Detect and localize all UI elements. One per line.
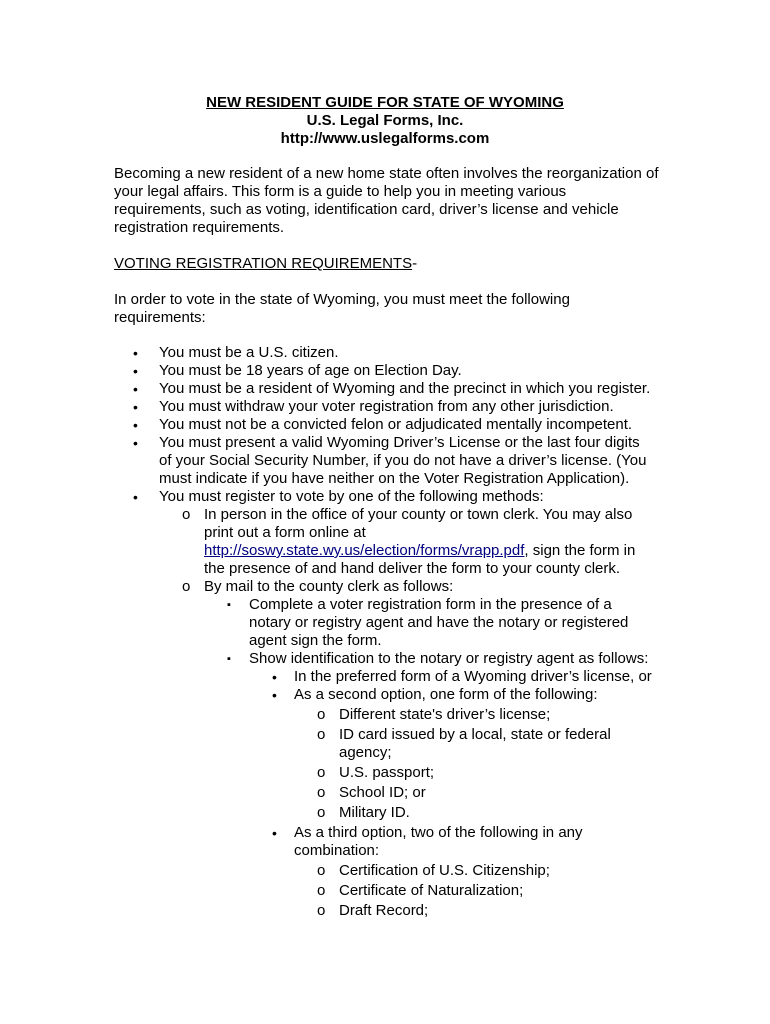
document-title: NEW RESIDENT GUIDE FOR STATE OF WYOMING: [206, 94, 564, 111]
id-options-list: [272, 668, 664, 920]
bullet-marker: •: [133, 435, 138, 451]
bullet-marker: •: [133, 381, 138, 397]
list-item-text: You must be a U.S. citizen.: [159, 344, 339, 361]
list-item: [133, 434, 649, 488]
bullet-marker: •: [133, 345, 138, 361]
voter-form-link[interactable]: http://soswy.state.wy.us/election/forms/vrapp.pdf: [204, 542, 525, 559]
list-item: [272, 668, 664, 686]
list-item: [182, 578, 664, 920]
list-item-text: School ID; or: [339, 784, 426, 801]
list-item: [317, 882, 614, 900]
circle-marker: o: [317, 706, 326, 723]
square-marker: ▪: [227, 653, 231, 665]
circle-marker: o: [317, 862, 326, 879]
circle-marker: o: [317, 764, 326, 781]
section-heading-text: VOTING REGISTRATION REQUIREMENTS: [114, 255, 413, 272]
bullet-marker: •: [133, 489, 138, 505]
list-item-text: Certificate of Naturalization;: [339, 882, 524, 899]
list-item: [133, 362, 664, 380]
company-name: U.S. Legal Forms, Inc.: [306, 112, 464, 129]
list-item-text: Certification of U.S. Citizenship;: [339, 862, 550, 879]
list-item: [317, 902, 614, 920]
list-item-text: Military ID.: [339, 804, 410, 821]
requirements-list: [133, 344, 664, 920]
list-item-text: As a third option, two of the following in any combination:: [294, 824, 583, 859]
list-item-text: Draft Record;: [339, 902, 429, 919]
intro-paragraph: Becoming a new resident of a new home state often involves the reorganization of your legal affairs. This form is a guide to help you in meeting various requirements, such as voting, identification card, driver’s license and vehicle registration requirements.: [114, 165, 659, 236]
list-item: [317, 862, 614, 880]
bullet-marker: •: [133, 363, 138, 379]
bullet-marker: •: [133, 399, 138, 415]
second-option-list: [317, 706, 664, 822]
list-item: [317, 804, 664, 822]
list-item: [133, 344, 664, 362]
list-item: [227, 596, 639, 650]
list-item: [317, 726, 629, 762]
section-heading-suffix: -: [412, 255, 418, 272]
section-lead: In order to vote in the state of Wyoming, you must meet the following requirements:: [114, 291, 570, 326]
circle-marker: o: [317, 804, 326, 821]
circle-marker: o: [182, 506, 191, 523]
list-item-text: As a second option, one form of the following:: [294, 686, 598, 703]
circle-marker: o: [182, 578, 191, 595]
list-item: [133, 488, 664, 920]
method-in-person-text: In person in the office of your county or town clerk. You may also print out a form online at: [204, 506, 633, 541]
list-item-text: Complete a voter registration form in the presence of a notary or registry agent and have the notary or registered agent sign the form.: [249, 596, 629, 649]
list-item: [133, 398, 664, 416]
square-marker: ▪: [227, 599, 231, 611]
list-item-text: You must be 18 years of age on Election Day.: [159, 362, 462, 379]
section-heading: [114, 255, 659, 273]
list-item: [317, 706, 664, 724]
list-item: [272, 824, 614, 920]
list-item: [227, 650, 664, 920]
list-item: [272, 686, 664, 822]
bullet-marker: •: [272, 669, 277, 685]
mail-steps-list: [227, 596, 664, 920]
list-item-text: You must present a valid Wyoming Driver’s License or the last four digits of your Social Security Number, if you do not have a driver’s license. (You must indicate if you have neither on the Voter Registration Application).: [159, 434, 647, 487]
bullet-marker: •: [133, 417, 138, 433]
list-item-text: Different state's driver’s license;: [339, 706, 551, 723]
document-header: [0, 94, 770, 148]
bullet-marker: •: [272, 825, 277, 841]
method-by-mail-text: By mail to the county clerk as follows:: [204, 578, 454, 595]
list-item: [133, 380, 664, 398]
company-url: http://www.uslegalforms.com: [280, 130, 490, 147]
list-item: [182, 506, 644, 578]
list-item: [317, 764, 664, 782]
list-item-text: You must be a resident of Wyoming and the precinct in which you register.: [159, 380, 651, 397]
circle-marker: o: [317, 726, 326, 743]
list-item-text: You must register to vote by one of the following methods:: [159, 488, 544, 505]
list-item-text: ID card issued by a local, state or federal agency;: [339, 726, 611, 761]
list-item-text: In the preferred form of a Wyoming driver’s license, or: [294, 668, 652, 685]
list-item-text: U.S. passport;: [339, 764, 435, 781]
list-item-text: You must withdraw your voter registration from any other jurisdiction.: [159, 398, 614, 415]
circle-marker: o: [317, 882, 326, 899]
list-item-text: You must not be a convicted felon or adjudicated mentally incompetent.: [159, 416, 633, 433]
bullet-marker: •: [272, 687, 277, 703]
list-item: [317, 784, 664, 802]
method-in-person-text-end: , sign the form in the presence of and hand deliver the form to your county clerk.: [204, 542, 636, 577]
list-item: [133, 416, 664, 434]
circle-marker: o: [317, 902, 326, 919]
methods-list: [182, 506, 664, 920]
list-item-text: Show identification to the notary or registry agent as follows:: [249, 650, 649, 667]
circle-marker: o: [317, 784, 326, 801]
third-option-list: [317, 862, 614, 920]
